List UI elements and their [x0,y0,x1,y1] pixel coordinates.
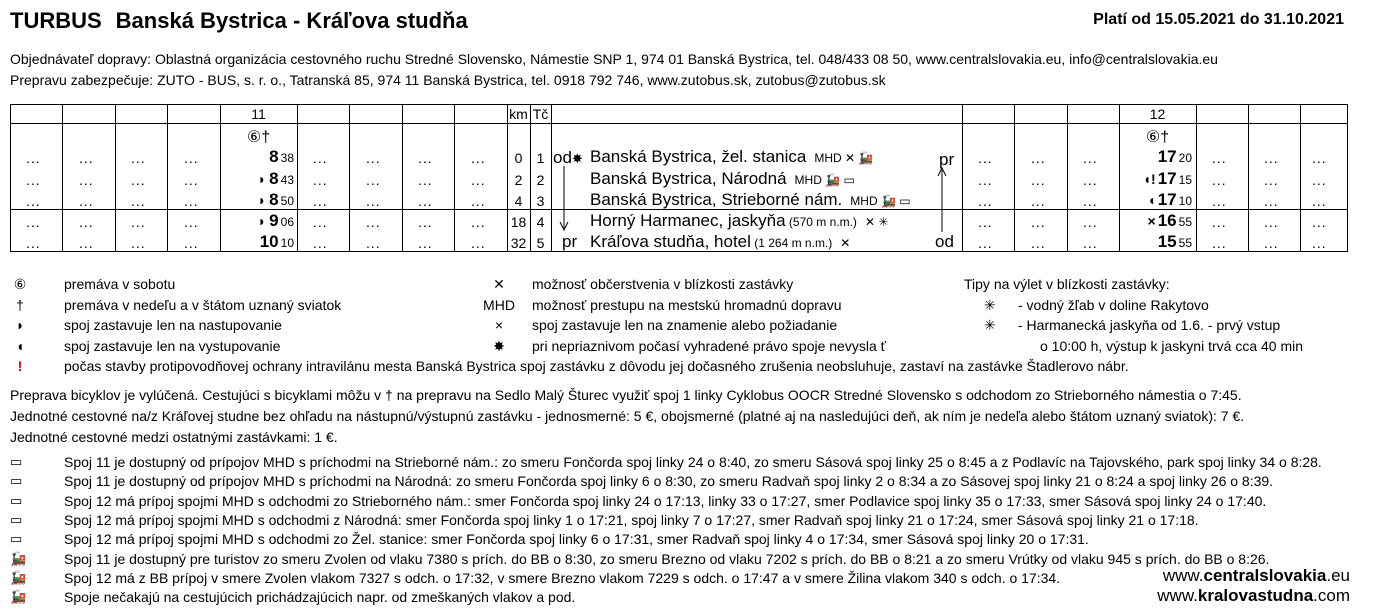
time-hour: 10 [259,232,279,251]
connection-text: Spoje nečakajú na cestujúcich prichádzajúcich napr. od zmeškaných vlakov a pod. [64,589,576,606]
empty-slot: ... [1083,214,1098,230]
trip-12-number: 12 [1149,106,1166,122]
departure-time-12 [1122,190,1192,210]
empty-slot: ... [1083,235,1098,251]
bus-icon: ▭ [10,511,23,527]
empty-slot: ... [131,150,146,166]
empty-slot: ... [1312,150,1327,166]
stop-km: 2 [514,172,523,188]
time-hour: 17 [1157,147,1177,166]
tip-text: o 10:00 h, výstup k jaskyni trvá cca 40 min [1040,338,1304,354]
website-name: centralslovakia [1203,566,1327,585]
stop-altitude: (1 264 m n.m.) [750,236,833,250]
time-minute: 55 [1178,236,1192,250]
empty-slot: ... [366,214,381,230]
down-arrow-icon [558,164,572,236]
departure-time-12 [1122,169,1192,189]
website-suffix: .eu [1326,566,1350,585]
empty-slot: ... [471,214,486,230]
departure-time-11 [228,147,294,167]
empty-slot: ... [184,150,199,166]
empty-slot: ... [1312,172,1327,188]
empty-slot: ... [79,193,94,209]
tip-text: - vodný žľab v doline Rakytovo [1018,296,1209,313]
time-prefix: ◖! [1142,171,1156,187]
orderer-info: Objednávateľ dopravy: Oblastná organizácia cestovného ruchu Stredné Slovensko, Námestie SNP 1, 974 01 Banská Bystrica, tel. 048/433 08 50, www.centralslovakia.eu, info@centralslovakia.eu [10,51,1218,67]
empty-slot: ... [131,214,146,230]
empty-slot: ... [1031,235,1046,251]
carrier-info: Prepravu zabezpečuje: ZUTO - BUS, s. r. o., Tatranská 85, 974 11 Banská Bystrica, tel. 0918 792 746, www.zutobus.sk, zutobus@zutobus.sk [10,72,886,88]
legend-symbol: × [494,317,504,333]
connection-text: Spoj 11 je dostupný pre turistov zo smeru Zvolen od vlaku 7380 s prích. do BB o 8:30, zo smeru Brezno od vlaku 7202 s prích. do BB o 8:21 a zo smeru Vrútky od vlaku 945 s prích. do BB o 8:26. [64,550,1270,567]
time-hour: 9 [269,211,279,230]
legend-text: premáva v nedeľu a v štátom uznaný sviatok [64,296,342,313]
empty-slot: ... [26,150,41,166]
empty-slot: ... [1312,193,1327,209]
empty-slot: ... [1083,193,1098,209]
empty-slot: ... [1212,235,1227,251]
time-minute: 10 [280,236,294,250]
empty-slot: ... [1031,172,1046,188]
trip-11-marks: ⑥† [246,129,271,146]
departure-time-12 [1122,211,1192,231]
time-prefix: ◖ [1147,192,1156,208]
empty-slot: ... [978,235,993,251]
empty-slot: ... [1212,214,1227,230]
empty-slot: ... [1031,193,1046,209]
train-icon: 🚂 [10,589,27,605]
time-minute: 50 [280,194,294,208]
time-hour: 8 [269,169,279,188]
timetable [10,104,1348,252]
empty-slot: ... [471,172,486,188]
empty-slot: ... [184,193,199,209]
empty-slot: ... [978,172,993,188]
empty-slot: ... [313,172,328,188]
stop-tc: 2 [536,172,545,188]
website-suffix: .com [1313,586,1350,605]
website-prefix: www. [1157,586,1198,605]
empty-slot: ... [313,214,328,230]
empty-slot: ... [978,214,993,230]
empty-slot: ... [418,150,433,166]
stop-services: ✕ ✳ [864,215,889,229]
time-hour: 16 [1157,211,1177,230]
stop-km: 0 [514,150,523,166]
empty-slot: ... [1212,172,1227,188]
empty-slot: ... [1212,193,1227,209]
train-icon: 🚂 [10,550,27,566]
empty-slot: ... [418,193,433,209]
legend-text: spoj zastavuje len na nastupovanie [64,317,282,333]
stop-tc: 3 [536,193,545,209]
empty-slot: ... [1312,235,1327,251]
legend-text: spoj zastavuje len na znamenie alebo požiadanie [532,317,838,333]
time-hour: 17 [1157,190,1177,209]
empty-slot: ... [184,172,199,188]
tip-icon: ✳ [984,296,996,313]
stop-name [590,190,911,210]
legend-symbol: ✕ [493,276,505,292]
time-prefix: ◗ [257,192,267,208]
route-name: Banská Bystrica - Kráľova studňa [115,8,468,33]
pr-label-back: pr [939,150,955,169]
departure-time-11 [228,190,294,210]
empty-slot: ... [471,193,486,209]
stop-tc: 5 [536,235,545,251]
validity-period: Platí od 15.05.2021 do 31.10.2021 [1093,11,1344,28]
legend-symbol: ! [17,358,23,374]
empty-slot: ... [313,150,328,166]
website-link [1163,566,1350,586]
time-hour: 15 [1157,232,1177,251]
stop-services: ✕ [840,236,851,250]
empty-slot: ... [131,193,146,209]
empty-slot: ... [978,193,993,209]
empty-slot: ... [79,172,94,188]
time-prefix: ◗ [257,213,267,229]
note-line: Jednotné cestovné medzi ostatnými zastávkami: 1 €. [10,429,338,445]
time-hour: 17 [1157,169,1177,188]
bus-icon: ▭ [10,473,23,489]
bus-icon: ▭ [10,531,23,547]
stop-altitude: (570 m n.m.) [785,215,857,229]
stop-services: MHD 🚂 ▭ [850,194,911,208]
stop-name-text: Kráľova studňa, hotel [590,232,751,251]
empty-slot: ... [471,150,486,166]
time-minute: 06 [280,215,294,229]
empty-slot: ... [26,193,41,209]
empty-slot: ... [26,235,41,251]
empty-slot: ... [978,150,993,166]
legend-text: pri nepriaznivom počasí vyhradené právo spoje nevysla ť [532,337,886,354]
stop-name [590,211,888,231]
legend-text: možnosť občerstvenia v blízkosti zastávky [532,276,794,292]
departure-time-11 [228,211,294,231]
empty-slot: ... [366,235,381,251]
legend-symbol: MHD [483,296,515,313]
time-minute: 20 [1178,151,1192,165]
stop-name-text: Banská Bystrica, Strieborné nám. [590,190,843,209]
empty-slot: ... [313,235,328,251]
connection-text: Spoj 12 má z BB prípoj v smere Zvolen vlakom 7327 s odch. o 17:32, v smere Brezno vlakom 7229 s odch. o 17:47 a v smere Žilina vlakom 340 s odch. o 17:34. [64,569,1061,586]
empty-slot: ... [313,193,328,209]
connection-text: Spoj 11 je dostupný od prípojov MHD s príchodmi na Strieborné nám.: zo smeru Fončorda spoj linky 24 o 8:40, zo smeru Sásová spoj linky 25 o 8:45 a z Podlavíc na Tajovského, park spoj linky 34 o 8:28. [64,454,1322,470]
tc-header: Tč [532,106,549,122]
legend-text: premáva v sobotu [64,276,176,292]
empty-slot: ... [471,235,486,251]
empty-slot: ... [418,172,433,188]
od-label-back: od [935,232,954,251]
connection-text: Spoj 12 má prípoj spojmi MHD s odchodmi zo Strieborného nám.: smer Fončorda spoj linky 24 o 17:13, linky 33 o 17:27, smer Podlavice spoj linky 35 o 17:33, smer Sásová spoj linky 24 o 17:40. [64,492,1267,509]
empty-slot: ... [26,172,41,188]
tip-text: - Harmanecká jaskyňa od 1.6. - prvý vstup [1018,317,1281,333]
legend-symbol: † [16,296,24,313]
legend-symbol: ⑥ [13,276,27,292]
pr-label-out: pr [562,232,578,251]
connection-text: Spoj 11 je dostupný od prípojov MHD s príchodmi na Národná: zo smeru Fončorda spoj linky 6 o 8:30, zo smeru Radvaň spoj linky 2 o 8:34 a zo Sásovej spoj linky 21 o 8:24 a spoj linky 26 o 8:39. [64,473,1274,490]
departure-time-12 [1122,232,1192,252]
stop-name [590,232,850,252]
connection-text: Spoj 12 má prípoj spojmi MHD s odchodmi z Národná: smer Fončorda spoj linky 1 o 17:21, spoj linky 7 o 17:27, smer Radvaň spoj linky 21 o 17:24, smer Sásová spoj linky 21 o 17:18. [64,511,1199,528]
stop-name-text: Horný Harmanec, jaskyňa [590,211,786,230]
empty-slot: ... [26,214,41,230]
empty-slot: ... [1264,214,1279,230]
empty-slot: ... [1031,150,1046,166]
note-line: Preprava bicyklov je vylúčená. Cestujúci s bicyklami môžu v † na prepravu na Sedlo Malý Šturec využiť spoj 1 linky Cyklobus OOCR Stredné Slovensko s odchodom zo Strieborného námestia o 7:45. [10,387,1242,403]
trip-12-marks: ⑥† [1145,129,1170,146]
stop-km: 32 [510,235,527,251]
stop-tc: 1 [536,150,545,166]
trip-11-number: 11 [251,106,266,122]
empty-slot: ... [184,235,199,251]
stop-services: MHD ✕ 🚂 [814,151,874,165]
empty-slot: ... [366,150,381,166]
empty-slot: ... [366,193,381,209]
empty-slot: ... [79,214,94,230]
legend-text: spoj zastavuje len na vystupovanie [64,337,281,354]
website-prefix: www. [1162,566,1204,585]
time-minute: 10 [1178,194,1192,208]
empty-slot: ... [79,150,94,166]
empty-slot: ... [418,235,433,251]
empty-slot: ... [131,172,146,188]
legend-text: možnosť prestupu na mestskú hromadnú dopravu [532,296,842,313]
up-arrow-icon [936,166,950,234]
empty-slot: ... [1031,214,1046,230]
empty-slot: ... [1212,150,1227,166]
time-minute: 55 [1178,215,1192,229]
departure-time-12 [1122,147,1192,167]
empty-slot: ... [418,214,433,230]
empty-slot: ... [1264,235,1279,251]
stop-name-text: Banská Bystrica, žel. stanica [590,147,807,166]
tips-title: Tipy na výlet v blízkosti zastávky: [964,276,1170,292]
empty-slot: ... [184,214,199,230]
stop-km: 18 [510,214,527,230]
legend-symbol: ◗ [15,317,25,333]
empty-slot: ... [1264,193,1279,209]
stop-name [590,169,855,189]
legend-symbol: ◖ [15,337,25,354]
time-prefix: × [1147,213,1156,229]
legend-text: počas stavby protipovodňovej ochrany intravilánu mesta Banská Bystrica spoj zastávku z dôvodu jej dočasného zrušenia neobsluhuje, zastaví na zastávke Štadlerovo nábr. [64,358,1129,374]
time-hour: 8 [269,190,279,209]
departure-time-11 [228,232,294,252]
empty-slot: ... [366,172,381,188]
website-name: kralovastudna [1197,586,1314,605]
empty-slot: ... [1264,150,1279,166]
note-line: Jednotné cestovné na/z Kráľovej studne bez ohľadu na nástupnú/výstupnú zastávku - jednosmerné: 5 €, obojsmerné (platné aj na nasledujúci deň, ak ním je nedeľa alebo štátom uznaný sviatok): 7 €. [10,408,1245,424]
stop-tc: 4 [536,214,545,230]
empty-slot: ... [1312,214,1327,230]
stop-name [590,147,873,167]
connection-text: Spoj 12 má prípoj spojmi MHD s odchodmi zo Žel. stanice: smer Fončorda spoj linky 6 o 17:31, smer Radvaň spoj linky 4 o 17:34, smer Sásová spoj linky 20 o 17:31. [64,531,1089,548]
empty-slot: ... [79,235,94,251]
km-header: km [509,106,528,122]
empty-slot: ... [131,235,146,251]
website-link [1157,586,1350,606]
departure-time-11 [228,169,294,189]
tip-icon: ✳ [984,317,996,333]
stop-services: MHD 🚂 ▭ [794,173,855,187]
time-hour: 8 [269,147,279,166]
od-label-out: od✸ [553,148,583,167]
empty-slot: ... [1083,150,1098,166]
time-minute: 15 [1178,173,1192,187]
operator-name: TURBUS [10,8,102,33]
empty-slot: ... [1083,172,1098,188]
stop-name-text: Banská Bystrica, Národná [590,169,787,188]
bus-icon: ▭ [10,454,23,469]
legend-symbol: ✸ [493,337,505,354]
stop-km: 4 [514,193,523,209]
empty-slot: ... [1264,172,1279,188]
page-title [10,8,468,34]
bus-icon: ▭ [10,492,23,508]
time-prefix: ◗ [257,171,267,187]
train-icon: 🚂 [10,569,27,585]
time-minute: 43 [280,173,294,187]
time-minute: 38 [280,151,294,165]
